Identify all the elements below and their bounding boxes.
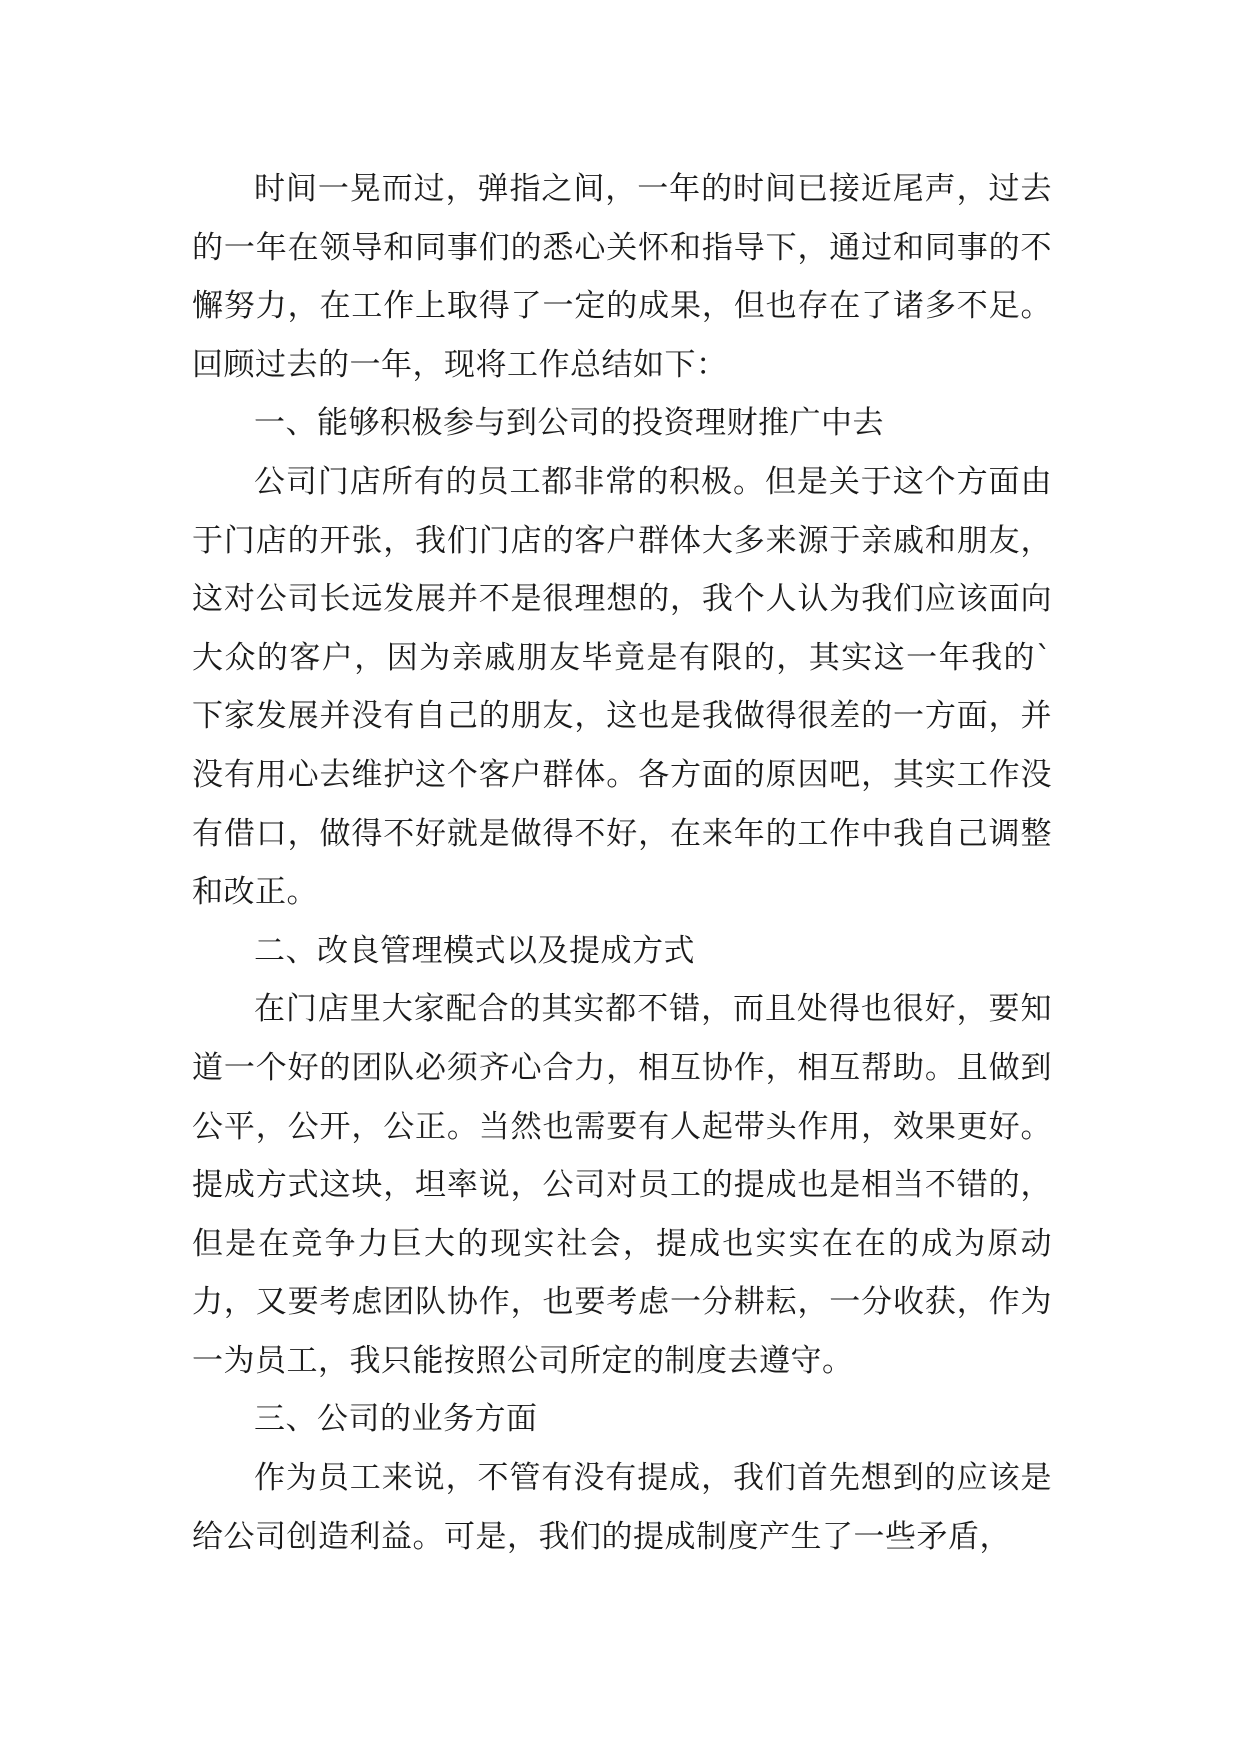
section-heading-2: 二、改良管理模式以及提成方式 xyxy=(254,932,695,969)
intro-paragraph: 时间一晃而过，弹指之间，一年的时间已接近尾声，过去的一年在领导和同事们的悉心关怀和指导下，通过和同事的不懈努力，在工作上取得了一定的成果，但也存在了诸多不足。回顾过去的一年，现将工作总结如下： xyxy=(192,171,1052,383)
section-1-paragraph: 公司门店所有的员工都非常的积极。但是关于这个方面由于门店的开张，我们门店的客户群体大多来源于亲戚和朋友，这对公司长远发展并不是很理想的，我个人认为我们应该面向大众的客户，因为亲戚朋友毕竟是有限的，其实这一年我的`下家发展并没有自己的朋友，这也是我做得很差的一方面，并没有用心去维护这个客户群体。各方面的原因吧，其实工作没有借口，做得不好就是做得不好，在来年的工作中我自己调整和改正。 xyxy=(192,463,1052,911)
section-heading-3: 三、公司的业务方面 xyxy=(254,1401,538,1438)
document-body xyxy=(192,160,1052,1566)
section-heading-1: 一、能够积极参与到公司的投资理财推广中去 xyxy=(254,405,884,442)
section-2-paragraph: 在门店里大家配合的其实都不错，而且处得也很好，要知道一个好的团队必须齐心合力，相互协作，相互帮助。且做到公平，公开，公正。当然也需要有人起带头作用，效果更好。提成方式这块，坦率说，公司对员工的提成也是相当不错的，但是在竞争力巨大的现实社会，提成也实实在在的成为原动力，又要考虑团队协作，也要考虑一分耕耘，一分收获，作为一为员工，我只能按照公司所定的制度去遵守。 xyxy=(192,991,1052,1379)
section-3-paragraph: 作为员工来说，不管有没有提成，我们首先想到的应该是给公司创造利益。可是，我们的提成制度产生了一些矛盾， xyxy=(192,1460,1052,1555)
